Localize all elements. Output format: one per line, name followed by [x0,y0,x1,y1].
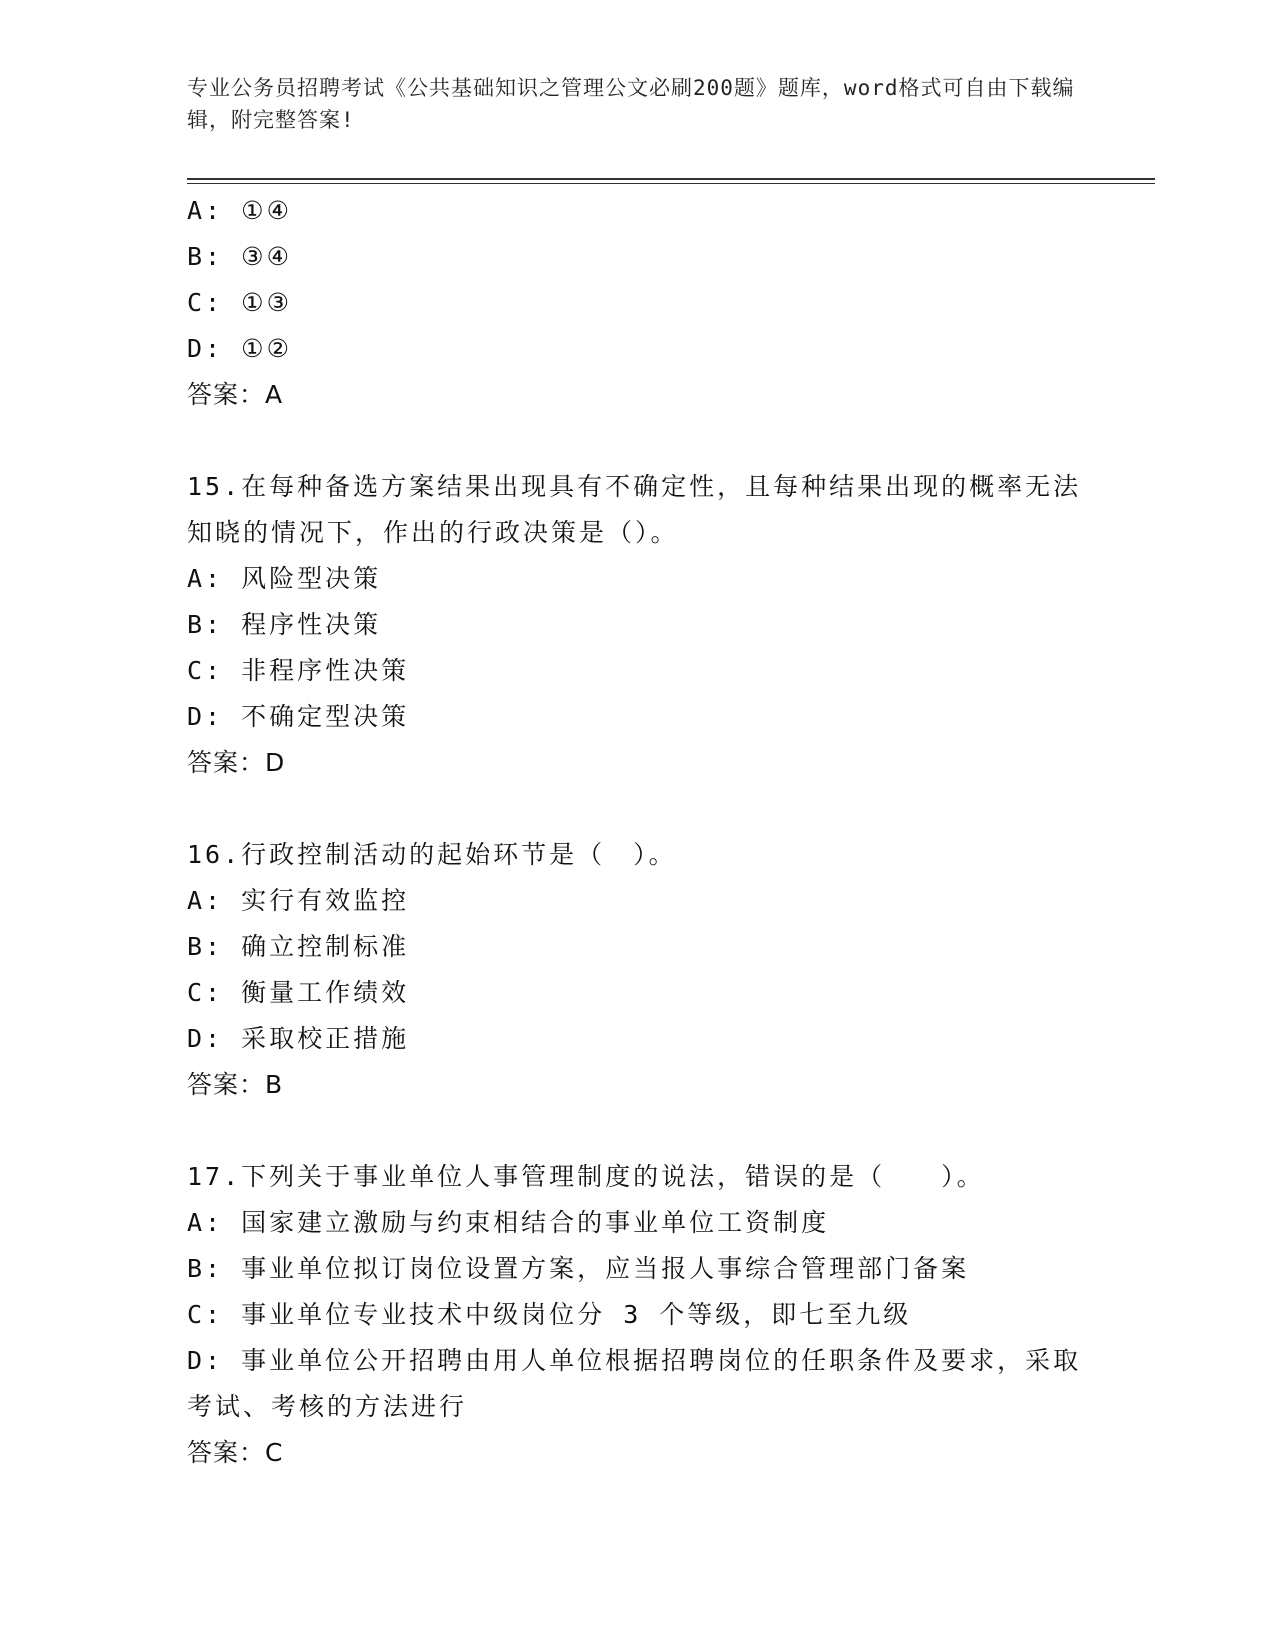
option-b: B: 确立控制标准 [187,932,410,961]
option-c: C: 事业单位专业技术中级岗位分 3 个等级，即七至九级 [187,1300,912,1329]
question-stem: 15.在每种备选方案结果出现具有不确定性，且每种结果出现的概率无法知晓的情况下，作出的行政决策是（）。 [187,472,1082,547]
question-16 [187,832,1087,1108]
option-a: A: 风险型决策 [187,564,382,593]
answer-line: 答案：D [187,748,286,777]
option-c: C: 非程序性决策 [187,656,410,685]
answer-line: 答案：A [187,380,284,409]
option-d: D: 采取校正措施 [187,1024,410,1053]
question-stem: 16.行政控制活动的起始环节是（ ）。 [187,840,677,869]
question-spacer [187,786,1087,832]
option-b: B: 事业单位拟订岗位设置方案，应当报人事综合管理部门备案 [187,1254,970,1283]
question-spacer [187,418,1087,464]
option-b: B: ③④ [187,242,292,271]
answer-line: 答案：C [187,1438,284,1467]
option-a: A: 实行有效监控 [187,886,410,915]
question-list [187,188,1087,1476]
header-divider-thick [187,178,1155,180]
question-14 [187,188,1087,418]
option-d: D: ①② [187,334,292,363]
option-c: C: 衡量工作绩效 [187,978,410,1007]
option-a: A: 国家建立激励与约束相结合的事业单位工资制度 [187,1208,830,1237]
question-17 [187,1154,1087,1476]
question-15 [187,464,1087,786]
answer-line: 答案：B [187,1070,284,1099]
option-b: B: 程序性决策 [187,610,382,639]
question-spacer [187,1108,1087,1154]
option-d: D: 事业单位公开招聘由用人单位根据招聘岗位的任职条件及要求，采取考试、考核的方法进行 [187,1346,1082,1421]
option-c: C: ①③ [187,288,292,317]
option-d: D: 不确定型决策 [187,702,410,731]
header-divider-thin [187,183,1155,184]
document-header: 专业公务员招聘考试《公共基础知识之管理公文必刷200题》题库，word格式可自由下载编辑，附完整答案! [187,76,1075,132]
question-stem: 17.下列关于事业单位人事管理制度的说法，错误的是（ ）。 [187,1162,985,1191]
option-a: A: ①④ [187,196,292,225]
